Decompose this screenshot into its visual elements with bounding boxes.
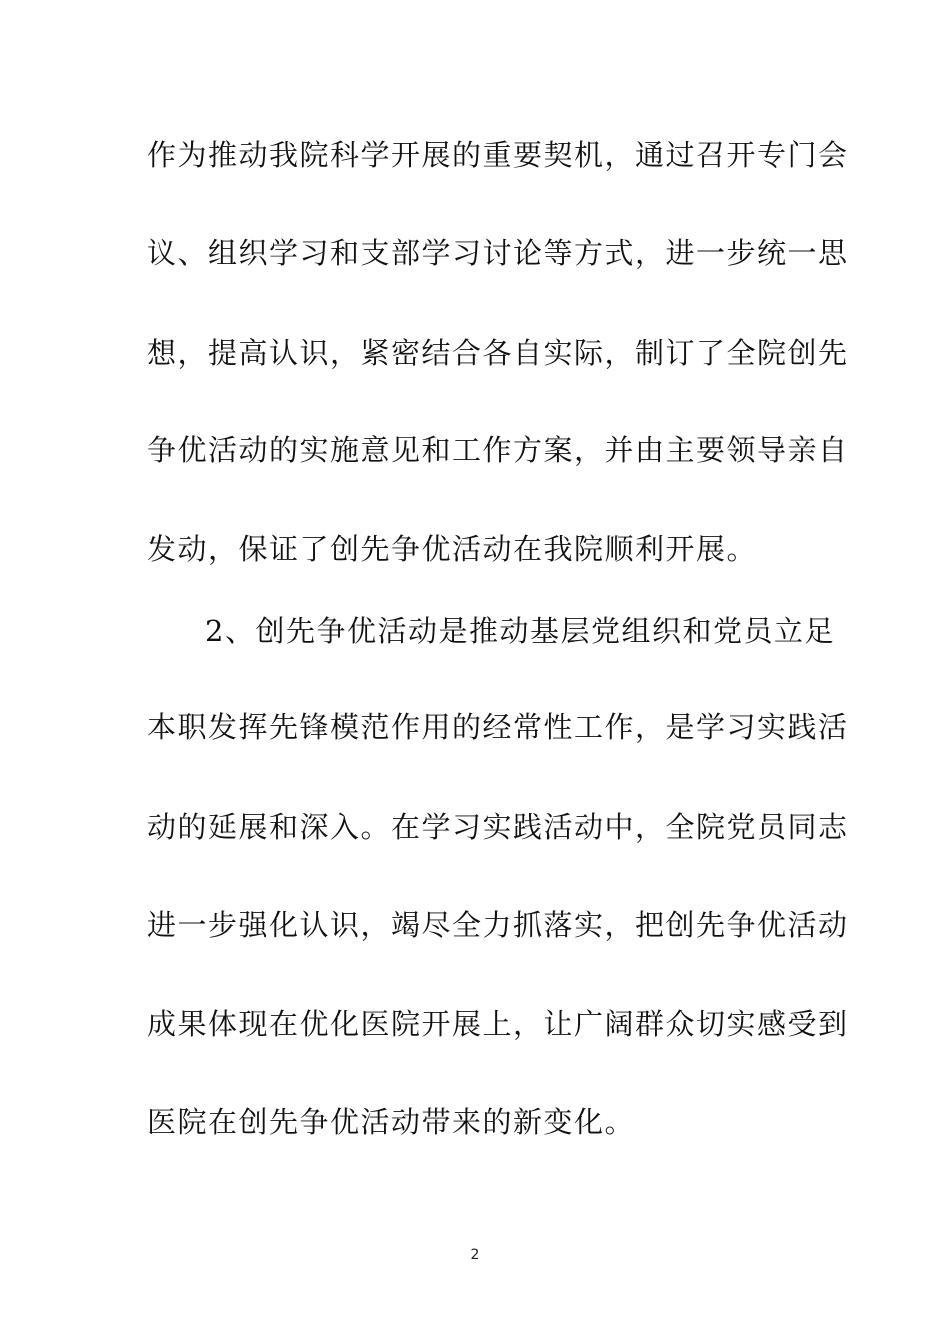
paragraph-2-first-line: 2、创先争优活动是推动基层党组织和党员立足 <box>205 614 835 648</box>
text-line-1: 作为推动我院科学开展的重要契机，通过召开专门会 <box>147 138 849 172</box>
text-line-4: 争优活动的实施意见和工作方案，并由主要领导亲自 <box>147 433 849 467</box>
text-line-7: 本职发挥先锋模范作用的经常性工作，是学习实践活 <box>147 710 849 744</box>
text-line-10: 成果体现在优化医院开展上，让广阔群众切实感受到 <box>147 1007 849 1041</box>
text-line-5: 发动，保证了创先争优活动在我院顺利开展。 <box>147 532 758 566</box>
text-line-9: 进一步强化认识，竭尽全力抓落实，把创先争优活动 <box>147 908 849 942</box>
text-line-2: 议、组织学习和支部学习讨论等方式，进一步统一思 <box>147 236 849 270</box>
text-line-3: 想，提高认识，紧密结合各自实际，制订了全院创先 <box>147 336 849 370</box>
text-line-8: 动的延展和深入。在学习实践活动中，全院党员同志 <box>147 810 849 844</box>
text-line-11: 医院在创先争优活动带来的新变化。 <box>147 1105 636 1139</box>
page-number: 2 <box>470 1247 480 1263</box>
